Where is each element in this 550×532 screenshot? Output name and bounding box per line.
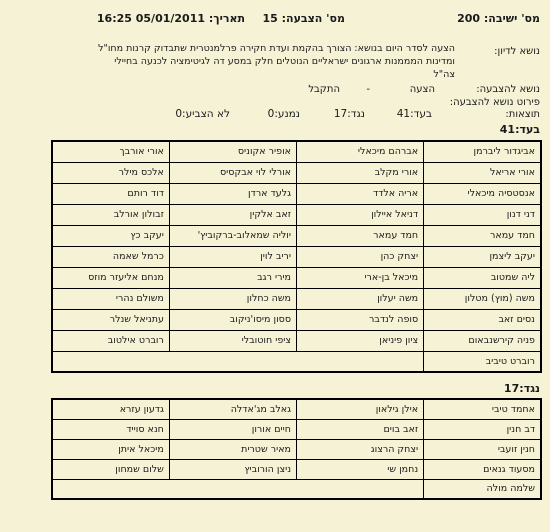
novote-label: לא הצביע: <box>182 108 230 120</box>
member-name-cell: שלום שמחון <box>52 459 169 479</box>
against-count: 17 <box>333 108 348 120</box>
vote-topic-value: הצעה <box>409 84 435 95</box>
member-name-cell: סופה לנדבר <box>297 309 424 330</box>
member-name-cell: דוד רותם <box>52 183 169 204</box>
member-name-cell <box>52 479 169 499</box>
member-name-cell: זאב בוים <box>297 419 424 439</box>
member-name-cell <box>52 351 169 372</box>
member-name-cell: דניאל איילון <box>297 204 424 225</box>
table-row <box>52 204 541 225</box>
result-for <box>397 108 432 120</box>
member-name-cell: אנסטסיה מיכאלי <box>424 183 541 204</box>
member-name-cell: משה יעלון <box>297 288 424 309</box>
member-name-cell: יוליה שמאלוב-ברקוביץ' <box>169 225 296 246</box>
meeting-field <box>457 12 540 25</box>
table-row <box>52 419 541 439</box>
table-row <box>52 399 541 419</box>
member-name-cell: מיכאל בן-ארי <box>297 267 424 288</box>
member-name-cell: ציון פיניאן <box>297 330 424 351</box>
member-name-cell: אריה אלדד <box>297 183 424 204</box>
for-section-title: בעד:41 <box>499 123 540 136</box>
member-name-cell: אורי מקלב <box>297 162 424 183</box>
abstain-count: 0 <box>267 108 275 120</box>
topic-line-1: הצעה לסדר היום בנושא: הצורך בהקמת ועדת חקירה פרלמנטרית שתבדוק קרנות מחו"ל <box>98 43 455 54</box>
vote-topic-label: נושא להצבעה: <box>476 84 540 95</box>
result-novote <box>175 108 230 120</box>
results-label: תוצאות: <box>505 109 540 120</box>
table-row <box>52 439 541 459</box>
member-name-cell: מיכאל איתן <box>52 439 169 459</box>
member-name-cell: חמד עמאר <box>297 225 424 246</box>
against-label: נגד: <box>347 108 365 120</box>
member-name-cell: אחמד טיבי <box>424 399 541 419</box>
member-name-cell: אברהם מיכאלי <box>297 141 424 162</box>
table-row <box>52 479 541 499</box>
member-name-cell: גאלב מג'אדלה <box>169 399 296 419</box>
member-name-cell: ניצן הורוביץ <box>169 459 296 479</box>
member-name-cell: אורלי לוי אבקסיס <box>169 162 296 183</box>
member-name-cell: חמד עמאר <box>424 225 541 246</box>
member-name-cell: זבולון אורלב <box>52 204 169 225</box>
for-voters-table <box>51 140 542 373</box>
topic-label: נושא לדיון: <box>494 46 540 57</box>
table-row <box>52 267 541 288</box>
abstain-label: נמנע: <box>274 108 300 120</box>
table-row <box>52 162 541 183</box>
for-count: 41 <box>396 108 411 120</box>
result-abstain <box>268 108 300 120</box>
vote-number-field <box>262 12 345 25</box>
member-name-cell: משה כחלון <box>169 288 296 309</box>
member-name-cell: גדעון עזרא <box>52 399 169 419</box>
member-name-cell: מנחם אליעזר מוזס <box>52 267 169 288</box>
member-name-cell: מסעוד גנאים <box>424 459 541 479</box>
result-against <box>334 108 365 120</box>
member-name-cell: שלמה מולה <box>424 479 541 499</box>
topic-line-2: ומדינות המממנות ארגונים ישראליים הנוטלים חלק במסע דה לגיטימציה לכנעה בחיילי <box>114 56 455 67</box>
member-name-cell: ליה שמטוב <box>424 267 541 288</box>
vote-topic-dash: - <box>366 84 370 95</box>
member-name-cell: אורי אריאל <box>424 162 541 183</box>
member-name-cell: ססון מיסו'ניקוב <box>169 309 296 330</box>
date-field <box>97 12 245 25</box>
table-row <box>52 459 541 479</box>
member-name-cell <box>169 479 296 499</box>
member-name-cell: זאב אלקין <box>169 204 296 225</box>
table-row <box>52 225 541 246</box>
against-section-title: נגד:17 <box>503 382 540 395</box>
topic-line-3: צה"ל <box>433 69 455 80</box>
member-name-cell: דב חנין <box>424 419 541 439</box>
table-row <box>52 246 541 267</box>
table-row <box>52 330 541 351</box>
member-name-cell: יריב לוין <box>169 246 296 267</box>
member-name-cell: יעקב כץ <box>52 225 169 246</box>
member-name-cell: יצחק כהן <box>297 246 424 267</box>
member-name-cell: נחמן שי <box>297 459 424 479</box>
member-name-cell: מירי רגב <box>169 267 296 288</box>
table-row <box>52 288 541 309</box>
member-name-cell: אופיר אקוניס <box>169 141 296 162</box>
novote-count: 0 <box>175 108 183 120</box>
date-label: תאריך: <box>208 12 245 25</box>
member-name-cell <box>297 351 424 372</box>
member-name-cell: חנא סוייד <box>52 419 169 439</box>
member-name-cell: אורי אורבך <box>52 141 169 162</box>
member-name-cell: אילן גילאון <box>297 399 424 419</box>
member-name-cell: ציפי חוטובלי <box>169 330 296 351</box>
member-name-cell <box>297 479 424 499</box>
member-name-cell: דני דנון <box>424 204 541 225</box>
date-value: 05/01/2011 <box>135 12 206 25</box>
member-name-cell: אלכס מילר <box>52 162 169 183</box>
member-name-cell: משולם נהרי <box>52 288 169 309</box>
time-value: 16:25 <box>96 12 132 25</box>
meeting-label: מס' ישיבה: <box>483 12 540 25</box>
member-name-cell: מאיר שטרית <box>169 439 296 459</box>
table-row <box>52 141 541 162</box>
member-name-cell: רוברט אילטוב <box>52 330 169 351</box>
table-row <box>52 309 541 330</box>
member-name-cell: רוברט טיביב <box>424 351 541 372</box>
for-label: בעד: <box>410 108 432 120</box>
member-name-cell: חיים אורון <box>169 419 296 439</box>
vote-number-label: מס' הצבעה: <box>281 12 345 25</box>
vote-result: התקבל <box>308 84 340 95</box>
member-name-cell: פניה קירשנבאום <box>424 330 541 351</box>
vote-detail-label: פירוט נושא להצבעה: <box>449 97 540 108</box>
meeting-number: 200 <box>457 12 481 25</box>
table-row <box>52 183 541 204</box>
member-name-cell: גלעד ארדן <box>169 183 296 204</box>
vote-number: 15 <box>262 12 278 25</box>
member-name-cell: אביגדור ליברמן <box>424 141 541 162</box>
table-row <box>52 351 541 372</box>
member-name-cell: כרמל שאמה <box>52 246 169 267</box>
against-voters-table <box>51 398 542 500</box>
member-name-cell: חנין זועבי <box>424 439 541 459</box>
member-name-cell: נסים זאב <box>424 309 541 330</box>
member-name-cell <box>169 351 296 372</box>
member-name-cell: יצחק הרצוג <box>297 439 424 459</box>
member-name-cell: יעקב ליצמן <box>424 246 541 267</box>
member-name-cell: עתניאל שנלר <box>52 309 169 330</box>
member-name-cell: משה (מוץ) מטלון <box>424 288 541 309</box>
